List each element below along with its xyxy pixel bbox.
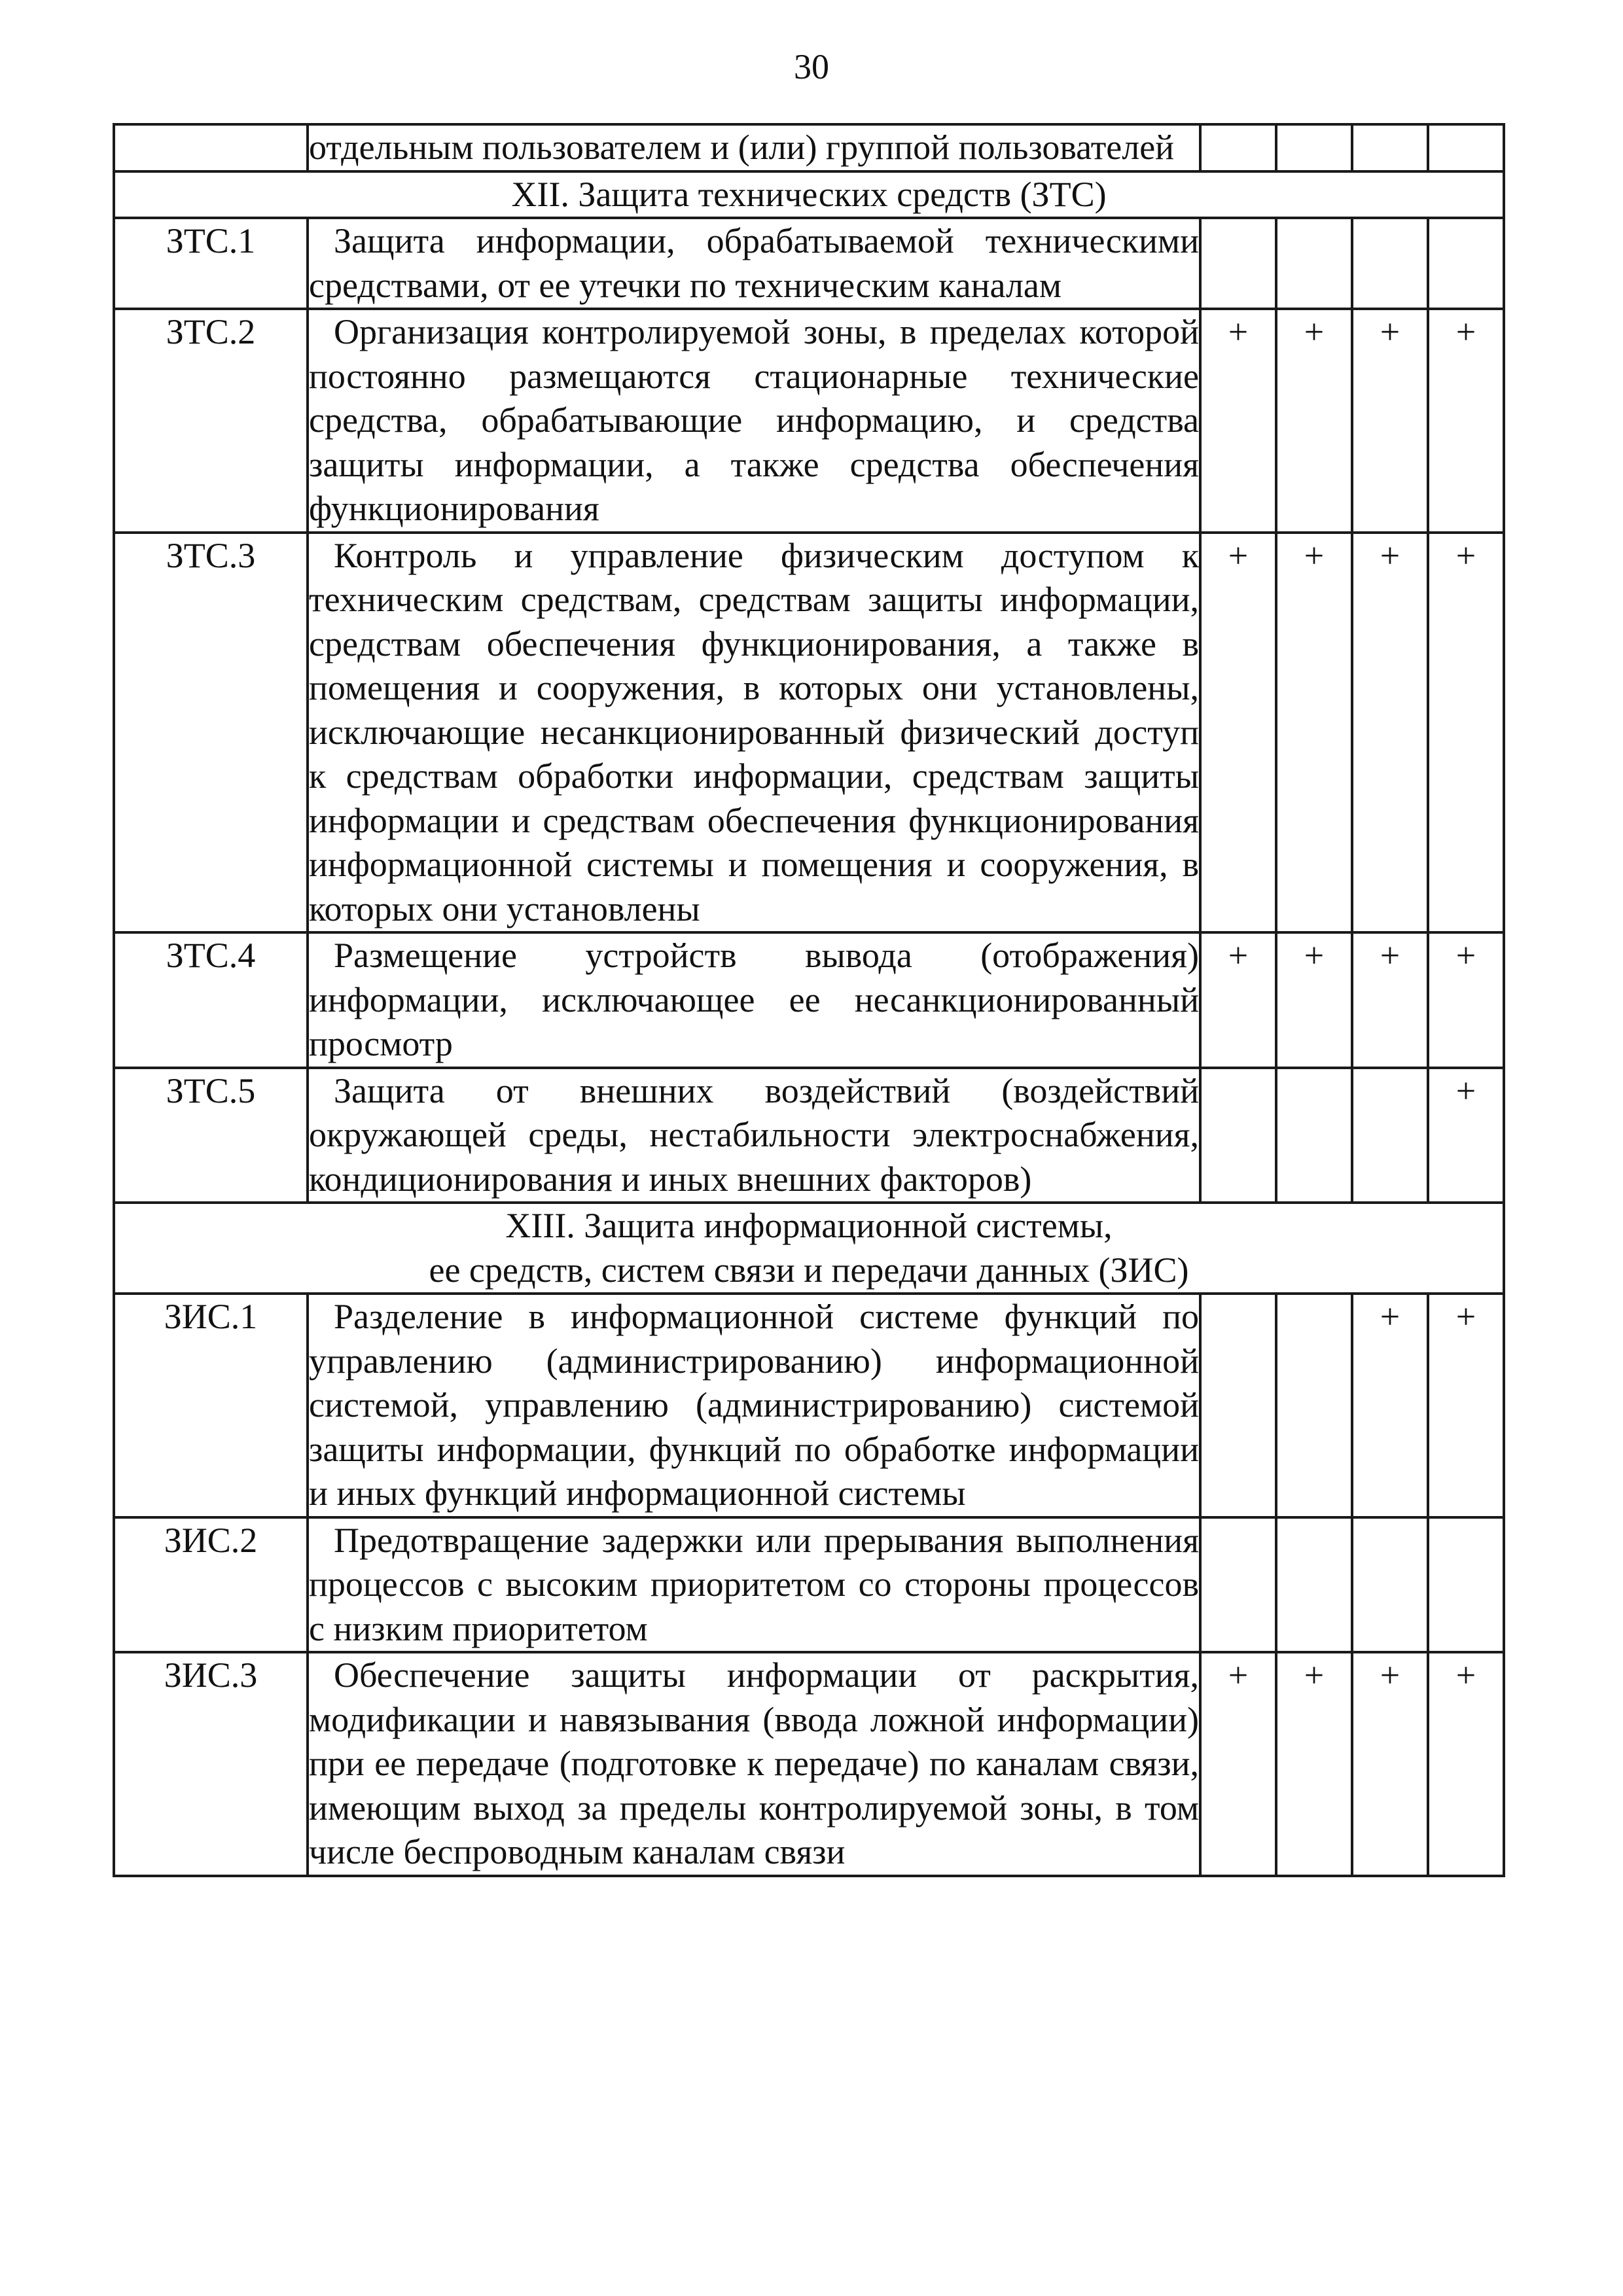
protection-level-2-mark: + [1276,309,1352,533]
protection-level-4-mark: + [1428,1294,1504,1517]
section-header-row [114,1203,1504,1294]
protection-level-1-mark [1200,1294,1276,1517]
measure-description: Размещение устройств вывода (отображения) информации, исключающее ее несанкционированный просмотр [308,932,1200,1068]
section-title-line: ее средств, систем связи и передачи данных (ЗИС) [429,1250,1189,1290]
measure-description: Контроль и управление физическим доступом к техническим средствам, средствам защиты информации, средствам обеспечения функционирования, а также в помещения и сооружения, в которых они установлены, исключающие несанкционированный физический доступ к средствам обработки информации, средствам защиты информации и средствам обеспечения функционирования информационной системы и помещения и сооружения, в которых они установлены [308,533,1200,933]
page-number: 30 [794,47,829,86]
protection-level-3-mark [1352,124,1428,171]
protection-level-1-mark [1200,218,1276,309]
measure-row [114,1294,1504,1517]
protection-level-1-mark [1200,1517,1276,1653]
measure-row [114,1068,1504,1203]
measure-row [114,1517,1504,1653]
measure-description: Предотвращение задержки или прерывания выполнения процессов с высоким приоритетом со стороны процессов с низким приоритетом [308,1517,1200,1653]
protection-level-2-mark [1276,218,1352,309]
protection-level-3-mark: + [1352,932,1428,1068]
measure-description: Обеспечение защиты информации от раскрытия, модификации и навязывания (ввода ложной информации) при ее передаче (подготовке к передаче) по каналам связи, имеющим выход за пределы контролируемой зоны, в том числе беспроводным каналам связи [308,1652,1200,1876]
protection-level-4-mark [1428,124,1504,171]
protection-level-3-mark [1352,1517,1428,1653]
protection-level-4-mark [1428,1517,1504,1653]
protection-level-2-mark [1276,1068,1352,1203]
measure-code: ЗТС.2 [114,309,308,533]
protection-level-2-mark [1276,124,1352,171]
protection-level-3-mark: + [1352,309,1428,533]
measure-code: ЗИС.2 [114,1517,308,1653]
measure-row [114,124,1504,171]
measure-row [114,1652,1504,1876]
protection-level-1-mark: + [1200,932,1276,1068]
protection-level-4-mark: + [1428,932,1504,1068]
security-measures-table [113,123,1505,1877]
measure-code: ЗТС.5 [114,1068,308,1203]
measure-code [114,124,308,171]
protection-level-2-mark: + [1276,1652,1352,1876]
protection-level-2-mark [1276,1517,1352,1653]
measure-row [114,932,1504,1068]
measure-description: Разделение в информационной системе функций по управлению (администрированию) информационной системой, управлению (администрированию) системой защиты информации, функций по обработке информации и иных функций информационной системы [308,1294,1200,1517]
protection-level-2-mark: + [1276,932,1352,1068]
protection-level-4-mark: + [1428,533,1504,933]
protection-level-1-mark: + [1200,1652,1276,1876]
measure-code: ЗТС.4 [114,932,308,1068]
protection-level-3-mark: + [1352,1294,1428,1517]
protection-level-3-mark: + [1352,533,1428,933]
measure-code: ЗТС.1 [114,218,308,309]
measure-description: Защита информации, обрабатываемой техническими средствами, от ее утечки по техническим каналам [308,218,1200,309]
measure-code: ЗИС.3 [114,1652,308,1876]
section-title [114,1203,1504,1294]
measure-description: отдельным пользователем и (или) группой пользователей [308,124,1200,171]
measure-row [114,533,1504,933]
protection-level-2-mark [1276,1294,1352,1517]
protection-level-1-mark: + [1200,309,1276,533]
protection-level-4-mark: + [1428,1068,1504,1203]
measure-row [114,309,1504,533]
protection-level-1-mark [1200,124,1276,171]
section-title [114,171,1504,219]
protection-level-2-mark: + [1276,533,1352,933]
measure-description: Защита от внешних воздействий (воздействий окружающей среды, нестабильности электроснабжения, кондиционирования и иных внешних факторов) [308,1068,1200,1203]
measure-code: ЗИС.1 [114,1294,308,1517]
section-header-row [114,171,1504,219]
protection-level-3-mark [1352,1068,1428,1203]
table-body [114,124,1504,1876]
protection-level-3-mark [1352,218,1428,309]
protection-level-1-mark: + [1200,533,1276,933]
section-title-line: XIII. Защита информационной системы, [505,1206,1113,1245]
protection-level-4-mark: + [1428,1652,1504,1876]
measure-row [114,218,1504,309]
protection-level-4-mark: + [1428,309,1504,533]
section-title-line: XII. Защита технических средств (ЗТС) [511,174,1107,214]
measure-description: Организация контролируемой зоны, в пределах которой постоянно размещаются стационарные технические средства, обрабатывающие информацию, и средства защиты информации, а также средства обеспечения функционирования [308,309,1200,533]
protection-level-4-mark [1428,218,1504,309]
measure-code: ЗТС.3 [114,533,308,933]
protection-level-3-mark: + [1352,1652,1428,1876]
protection-level-1-mark [1200,1068,1276,1203]
